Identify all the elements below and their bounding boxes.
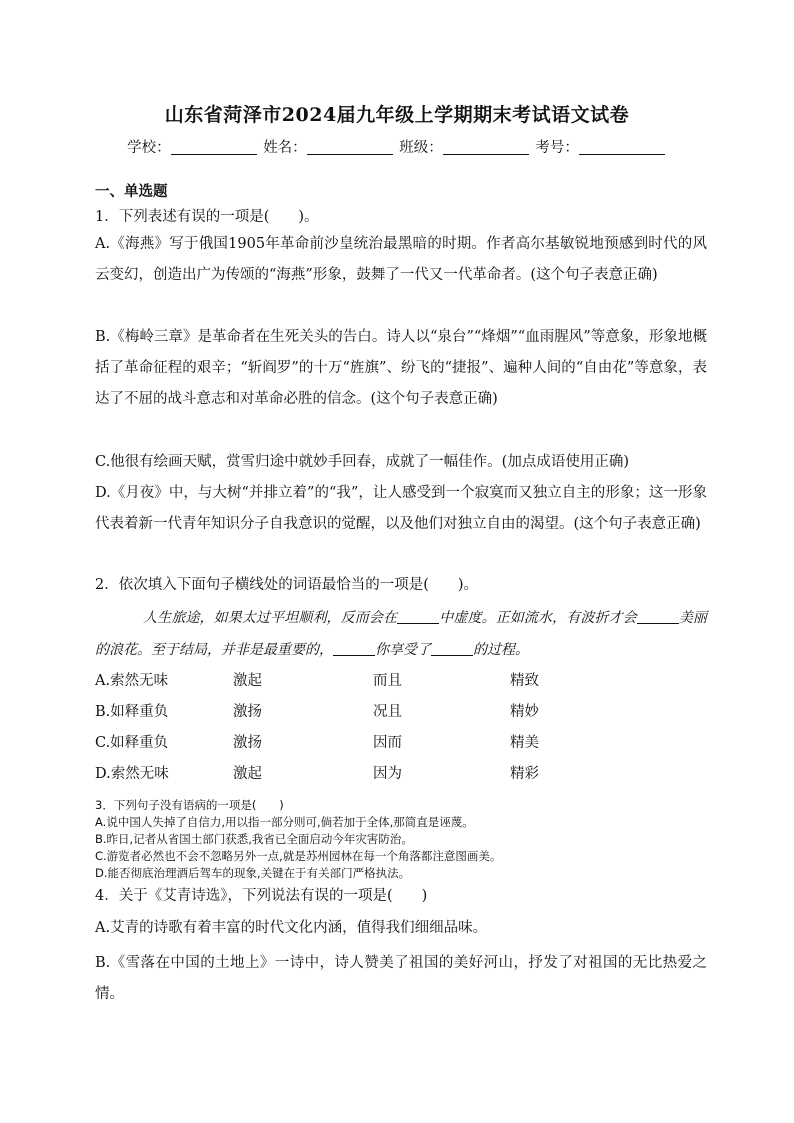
option-cell: B.如释重负 (95, 704, 169, 720)
name-label: 姓名： (263, 140, 307, 156)
option-cell: 激起 (233, 673, 262, 689)
q1-option-a: A.《海燕》写于俄国1905年革命前沙皇统治最黑暗的时期。作者高尔基敏锐地预感到时代的风云变幻，创造出广为传颂的“海燕”形象，鼓舞了一代又一代革命者。(这个句子表意正确) (95, 236, 707, 283)
q3-option-d: D.能否彻底治理酒后驾车的现象,关键在于有关部门严格执法。 (95, 866, 411, 880)
school-blank[interactable] (171, 140, 257, 155)
option-cell: D.索然无味 (95, 766, 169, 782)
option-cell: 激扬 (233, 735, 262, 751)
section-heading: 一、单选题 (95, 183, 168, 200)
q2-option-row-a (95, 666, 707, 697)
fill-blank-2 (637, 611, 679, 624)
q1-option-b: B.《梅岭三章》是革命者在生死关头的告白。诗人以“泉台”“烽烟”“血雨腥风”等意象，形象地概括了革命征程的艰辛；“斩阎罗”的十万“旌旗”、纷飞的“捷报”、遍种人间的“自由花”等意象，表达了不屈的战斗意志和对革命必胜的信念。(这个句子表意正确) (95, 329, 707, 407)
option-cell: 而且 (373, 673, 402, 689)
q3-option-b: B.昨日,记者从省国土部门获悉,我省已全面启动今年灾害防治。 (95, 832, 413, 846)
q1-stem: 1．下列表述有误的一项是( )。 (95, 209, 319, 225)
q3-option-c: C.游览者必然也不会不忽略另外一点,就是苏州园林在每一个角落都注意图画美。 (95, 849, 502, 863)
passage-part-4: 你享受了 (375, 642, 431, 658)
q1-option-c: C.他很有绘画天赋，赏雪归途中就妙手回春，成就了一幅佳作。(加点成语使用正确) (95, 454, 629, 470)
passage-part-1: 人生旅途，如果太过平坦顺利，反而会在 (143, 610, 398, 626)
q3-option-a: A.说中国人失掉了自信力,用以指一部分则可,倘若加于全体,那简直是诬蔑。 (95, 815, 474, 829)
option-cell: 因为 (373, 766, 402, 782)
q2-passage (95, 602, 707, 666)
fill-blank-3 (333, 643, 375, 656)
passage-part-2: 中虚度。正如流水，有波折才会 (439, 610, 637, 626)
option-cell: C.如释重负 (95, 735, 169, 751)
q4-stem: 4．关于《艾青诗选》，下列说法有误的一项是( ) (95, 888, 428, 904)
option-cell: 精美 (510, 735, 539, 751)
school-label: 学校： (127, 140, 171, 156)
option-cell: 激起 (233, 766, 262, 782)
passage-part-3: 美丽的浪花。至于结局，并非是最重要的， (95, 610, 708, 658)
option-cell: 因而 (373, 735, 402, 751)
student-info-line (0, 136, 794, 157)
class-label: 班级： (399, 140, 443, 156)
number-blank[interactable] (579, 140, 665, 155)
option-cell: A.索然无味 (95, 673, 169, 689)
q2-option-row-c (95, 728, 707, 759)
option-cell: 精彩 (510, 766, 539, 782)
option-cell: 精致 (510, 673, 539, 689)
q2-stem: 2．依次填入下面句子横线处的词语最恰当的一项是( )。 (95, 577, 479, 593)
fill-blank-4 (431, 643, 473, 656)
exam-title: 山东省菏泽市2024届九年级上学期期末考试语文试卷 (164, 104, 630, 126)
fill-blank-1 (397, 611, 439, 624)
q3-stem: 3．下列句子没有语病的一项是( ) (95, 798, 284, 812)
passage-part-5: 的过程。 (473, 642, 529, 658)
q2-option-row-d (95, 759, 707, 790)
class-blank[interactable] (443, 140, 529, 155)
q1-option-d: D.《月夜》中，与大树“并排立着”的“我”，让人感受到一个寂寞而又独立自主的形象；这一形象代表着新一代青年知识分子自我意识的觉醒，以及他们对独立自由的渴望。(这个句子表意正确) (95, 485, 707, 532)
option-cell: 激扬 (233, 704, 262, 720)
option-cell: 精妙 (510, 704, 539, 720)
number-label: 考号： (535, 140, 579, 156)
option-cell: 况且 (373, 704, 402, 720)
q4-option-b: B.《雪落在中国的土地上》一诗中，诗人赞美了祖国的美好河山，抒发了对祖国的无比热爱之情。 (95, 955, 707, 1002)
q2-option-row-b (95, 697, 707, 728)
q4-option-a: A.艾青的诗歌有着丰富的时代文化内涵，值得我们细细品味。 (95, 920, 488, 936)
name-blank[interactable] (307, 140, 393, 155)
